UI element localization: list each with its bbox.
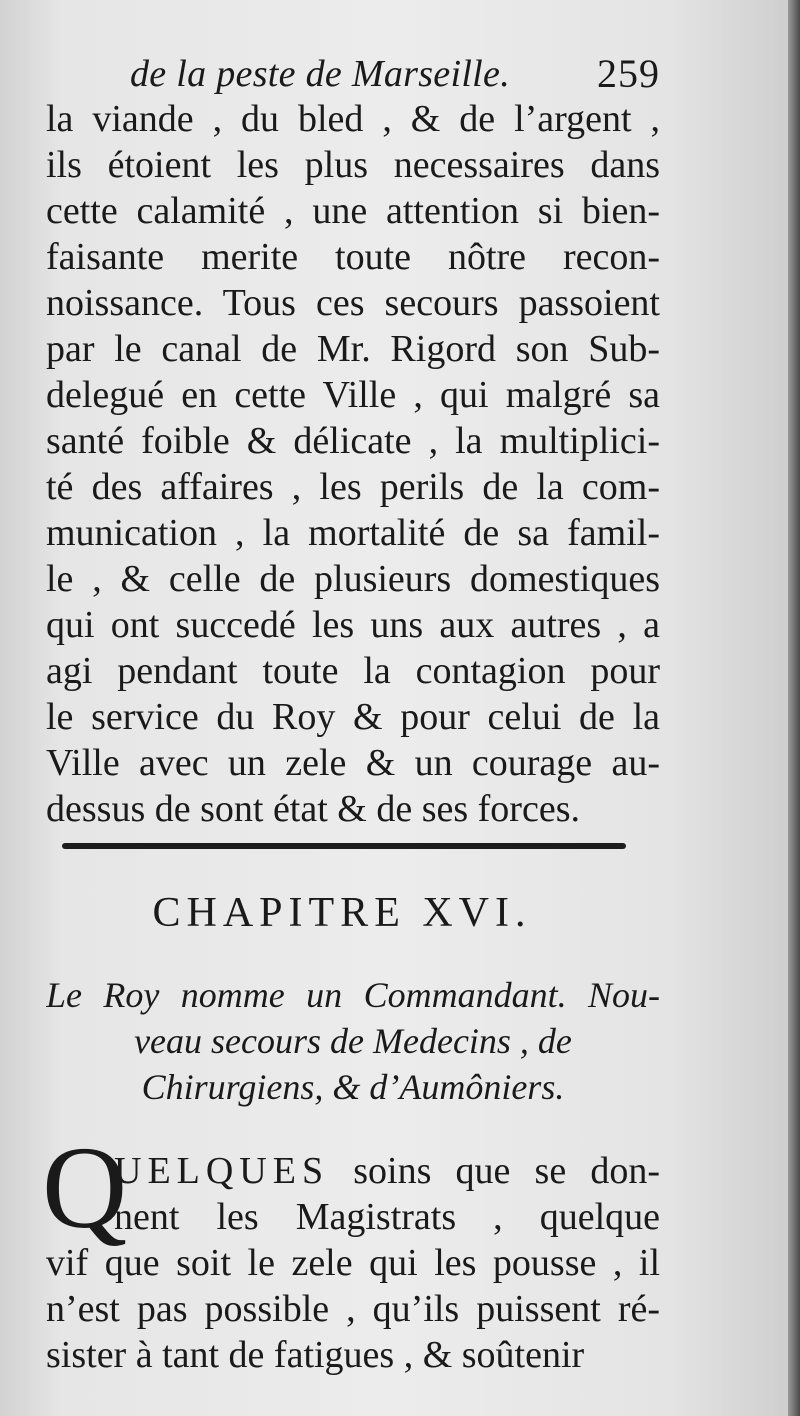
text-line: delegué en cette Ville , qui malgré sa [46, 374, 660, 416]
text-line: cette calamité , une attention si bien- [46, 190, 660, 232]
text-line: n’est pas possible , qu’ils puissent ré- [46, 1288, 660, 1330]
drop-cap: Q [42, 1122, 128, 1253]
text-line: agi pendant toute la contagion pour [46, 650, 660, 692]
text-line: nent les Magistrats , quelque [114, 1196, 660, 1238]
section-divider [62, 843, 626, 849]
subtitle-line: Le Roy nomme un Commandant. Nou- [46, 975, 660, 1015]
text-line: par le canal de Mr. Rigord son Sub- [46, 328, 660, 370]
text-line [114, 1148, 660, 1194]
chapter-heading: CHAPITRE XVI. [152, 890, 532, 936]
text-line: Ville avec un zele & un courage au- [46, 742, 660, 784]
text-line: santé foible & délicate , la multiplici- [46, 420, 660, 462]
text-line: le , & celle de plusieurs domestiques [46, 558, 660, 600]
running-head-title: de la peste de Marseille. [130, 53, 511, 95]
text-line: dessus de sont état & de ses forces. [46, 788, 580, 830]
text-line: sister à tant de fatigues , & soûtenir [46, 1334, 585, 1376]
running-head [130, 48, 660, 98]
subtitle-line: Chirurgiens, & d’Aumôniers. [141, 1067, 565, 1107]
body-paragraph [46, 96, 660, 832]
text-line: le service du Roy & pour celui de la [46, 696, 660, 738]
chapter-subtitle [46, 972, 660, 1110]
text-line: té des affaires , les perils de la com- [46, 466, 660, 508]
text-fragment: soins que se don- [329, 1150, 660, 1192]
subtitle-line: veau secours de Medecins , de [134, 1021, 572, 1061]
text-line: la viande , du bled , & de l’argent , [46, 98, 660, 140]
text-line: qui ont succedé les uns aux autres , a [46, 604, 660, 646]
page-edge [788, 0, 800, 1416]
page-number: 259 [597, 51, 660, 96]
text-line: noissance. Tous ces secours passoient [46, 282, 660, 324]
text-line: faisante merite toute nôtre recon- [46, 236, 660, 278]
smallcaps-word: UELQUES [114, 1150, 330, 1192]
opening-paragraph [46, 1148, 660, 1378]
text-line: ils étoient les plus necessaires dans [46, 144, 660, 186]
text-line: vif que soit le zele qui les pousse , il [46, 1242, 660, 1284]
text-line: munication , la mortalité de sa famil- [46, 512, 660, 554]
